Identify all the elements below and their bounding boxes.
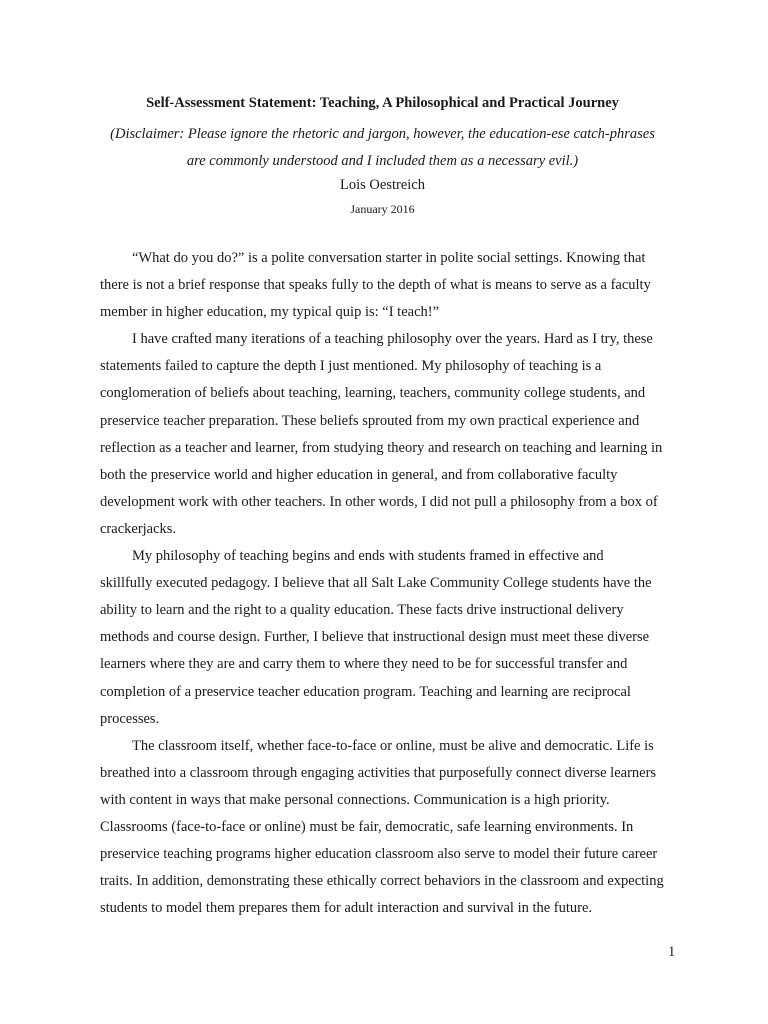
paragraph: I have crafted many iterations of a teaching philosophy over the years. Hard as I try, these statements failed to capture the depth I just mentioned. My philosophy of teaching is a conglomeration of beliefs about teaching, learning, teachers, community college students, and preservice teacher preparation. These beliefs sprouted from my own practical experience and reflection as a teacher and learner, from studying theory and research on teaching and learning in both the preservice world and higher education in general, and from collaborative faculty development work with other teachers. In other words, I did not pull a philosophy from a box of crackerjacks. [100,331,663,537]
disclaimer [100,121,665,175]
disclaimer-line-1: (Disclaimer: Please ignore the rhetoric and jargon, however, the education-ese catch-phrases [110,126,655,142]
author-name: Lois Oestreich [340,177,425,193]
paragraph: My philosophy of teaching begins and ends with students framed in effective and skillfully executed pedagogy. I believe that all Salt Lake Community College students have the ability to learn and the right to a quality education. These facts drive instructional delivery methods and course design. Further, I believe that instructional design must meet these diverse learners where they are and carry them to where they need to be for successful transfer and completion of a preservice teacher education program. Teaching and learning are reciprocal processes. [100,548,652,727]
page-number: 1 [668,944,676,960]
document-body [100,245,680,922]
disclaimer-line-2: are commonly understood and I included them as a necessary evil.) [186,153,579,169]
document-title: Self-Assessment Statement: Teaching, A Philosophical and Practical Journey [146,95,619,111]
document-date: January 2016 [350,202,415,216]
paragraph: “What do you do?” is a polite conversation starter in polite social settings. Knowing that there is not a brief response that speaks fully to the depth of what is means to serve as a faculty member in higher education, my typical quip is: “I teach!” [100,250,651,321]
paragraph: The classroom itself, whether face-to-face or online, must be alive and democratic. Life is breathed into a classroom through engaging activities that purposefully connect diverse learners with content in ways that make personal connections. Communication is a high priority. Classrooms (face-to-face or online) must be fair, democratic, safe learning environments. In preservice teaching programs higher education classroom also serve to model their future career traits. In addition, demonstrating these ethically correct behaviors in the classroom and expecting students to model them prepares them for adult interaction and survival in the future. [100,737,664,917]
